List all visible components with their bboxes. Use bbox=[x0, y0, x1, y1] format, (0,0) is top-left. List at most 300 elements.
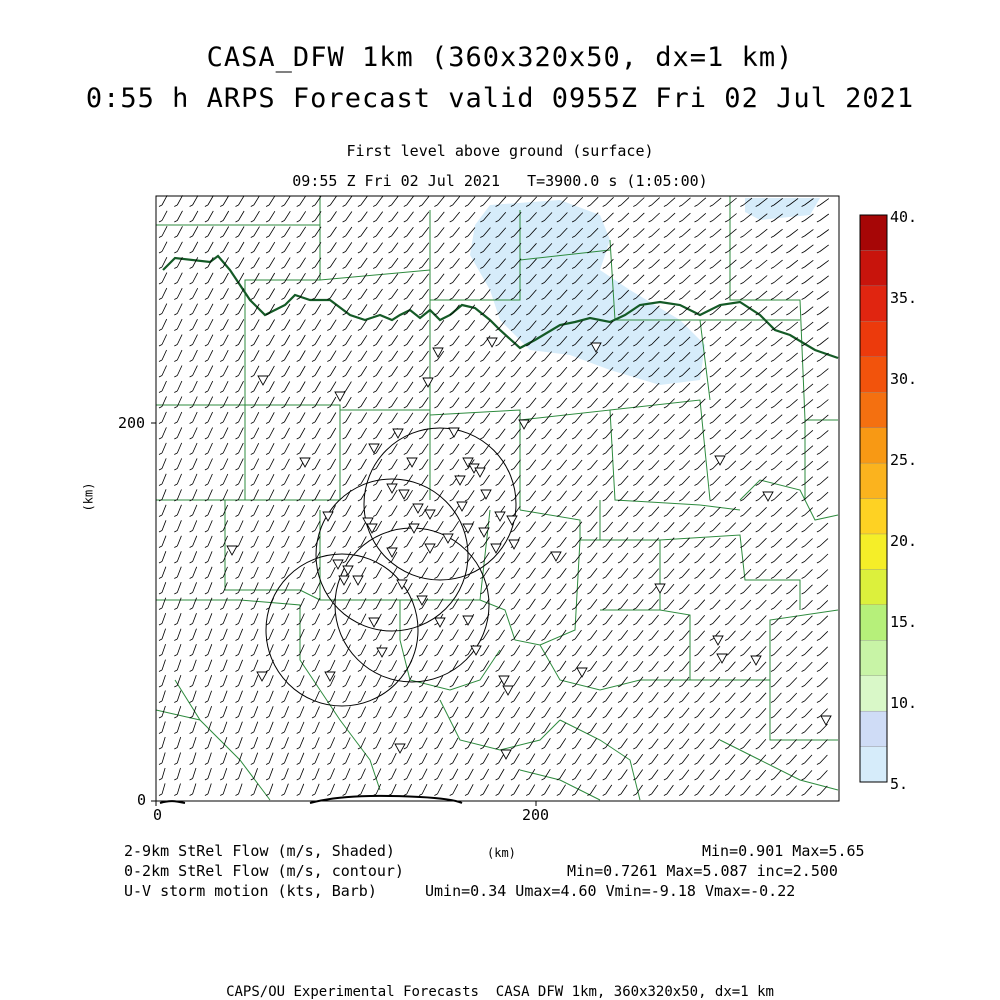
wind-barb bbox=[725, 770, 735, 780]
wind-barb bbox=[542, 429, 552, 439]
wind-barb bbox=[587, 491, 597, 501]
wind-barb bbox=[802, 523, 813, 532]
wind-barb bbox=[542, 707, 551, 718]
wind-barb bbox=[740, 739, 750, 749]
wind-barb bbox=[633, 538, 643, 548]
wind-barb bbox=[603, 398, 613, 408]
y-tick-0: 0 bbox=[137, 791, 147, 809]
wind-barb bbox=[251, 536, 259, 548]
wind-barb bbox=[220, 227, 229, 238]
wind-barb bbox=[434, 506, 443, 517]
wind-barb bbox=[679, 491, 690, 501]
wind-barb bbox=[802, 569, 813, 578]
wind-barb bbox=[649, 460, 659, 470]
wind-barb bbox=[817, 539, 828, 548]
wind-barb bbox=[281, 258, 290, 269]
wind-barb bbox=[297, 536, 305, 547]
wind-barb bbox=[251, 196, 260, 207]
wind-barb bbox=[205, 242, 213, 253]
wind-barb bbox=[297, 737, 304, 749]
wind-barb bbox=[618, 244, 629, 253]
wind-barb bbox=[404, 227, 414, 237]
wind-barb bbox=[542, 769, 551, 780]
wind-barb bbox=[327, 521, 335, 532]
wind-barb bbox=[526, 382, 536, 392]
colorbar-segment bbox=[860, 463, 887, 498]
wind-barb bbox=[756, 507, 767, 516]
wind-barb bbox=[327, 722, 335, 734]
wind-barb bbox=[633, 569, 643, 579]
wind-barb bbox=[419, 397, 428, 408]
wind-barb bbox=[802, 291, 814, 299]
wind-barb bbox=[740, 708, 750, 718]
wind-barb bbox=[450, 459, 459, 470]
station-marker-icon bbox=[413, 504, 423, 513]
wind-barb bbox=[358, 444, 367, 455]
wind-barb bbox=[174, 691, 181, 703]
wind-barb bbox=[327, 304, 336, 315]
wind-barb bbox=[358, 413, 367, 424]
wind-barb bbox=[771, 585, 782, 594]
wind-barb bbox=[373, 320, 382, 331]
wind-barb bbox=[679, 615, 689, 625]
wind-barb bbox=[740, 662, 750, 672]
wind-barb bbox=[725, 260, 736, 269]
wind-barb bbox=[572, 197, 583, 206]
wind-barb bbox=[802, 709, 813, 719]
wind-barb bbox=[404, 336, 413, 347]
wind-barb bbox=[266, 567, 274, 579]
wind-barb bbox=[542, 599, 551, 610]
wind-barb bbox=[174, 784, 180, 796]
wind-barb bbox=[756, 770, 766, 780]
wind-barb bbox=[450, 521, 459, 532]
wind-barb bbox=[297, 768, 304, 780]
wind-barb bbox=[603, 445, 613, 455]
wind-barb bbox=[542, 413, 552, 423]
wind-barb bbox=[190, 660, 197, 672]
wind-barb bbox=[389, 645, 397, 656]
wind-barb bbox=[557, 383, 567, 393]
wind-barb bbox=[526, 398, 536, 408]
wind-barb bbox=[266, 691, 273, 703]
wind-barb bbox=[327, 320, 336, 331]
wind-barb bbox=[740, 368, 751, 377]
wind-barb bbox=[756, 337, 767, 346]
wind-barb bbox=[511, 429, 521, 439]
wind-barb bbox=[710, 785, 720, 795]
station-marker-icon bbox=[425, 510, 435, 519]
wind-barb bbox=[633, 228, 644, 237]
wind-barb bbox=[190, 567, 197, 579]
station-marker-icon bbox=[503, 686, 513, 695]
wind-barb bbox=[465, 336, 475, 346]
wind-barb bbox=[358, 382, 367, 393]
wind-barb bbox=[389, 320, 398, 331]
wind-barb bbox=[786, 430, 797, 439]
wind-barb bbox=[174, 551, 181, 563]
wind-barb bbox=[327, 490, 335, 501]
wind-barb bbox=[220, 691, 227, 703]
wind-barb bbox=[465, 707, 474, 718]
wind-barb bbox=[220, 490, 228, 502]
wind-barb bbox=[174, 366, 182, 378]
colorbar-segment bbox=[860, 569, 887, 604]
wind-barb bbox=[327, 444, 336, 455]
wind-barb bbox=[633, 429, 643, 439]
wind-barb bbox=[281, 629, 289, 641]
wind-barb bbox=[220, 304, 228, 315]
wind-barb bbox=[786, 708, 797, 718]
wind-barb bbox=[618, 646, 628, 656]
wind-barb bbox=[771, 337, 782, 346]
wind-barb bbox=[664, 460, 675, 470]
wind-barb bbox=[496, 738, 505, 749]
wind-barb bbox=[312, 335, 321, 346]
wind-barb bbox=[358, 738, 366, 750]
wind-barb bbox=[266, 459, 274, 470]
wind-barb bbox=[327, 737, 334, 749]
wind-barb bbox=[695, 600, 705, 610]
wind-barb bbox=[312, 768, 319, 780]
wind-barb bbox=[236, 335, 244, 346]
wind-barb bbox=[603, 723, 612, 734]
wind-barb bbox=[251, 706, 258, 718]
wind-barb bbox=[802, 260, 814, 268]
wind-barb bbox=[327, 382, 336, 393]
wind-barb bbox=[496, 754, 505, 765]
wind-barb bbox=[771, 647, 782, 657]
station-marker-icon bbox=[258, 376, 268, 385]
wind-barb bbox=[756, 260, 768, 269]
colorbar-segment bbox=[860, 676, 887, 711]
wind-barb bbox=[159, 335, 167, 347]
wind-barb bbox=[802, 477, 813, 486]
wind-barb bbox=[236, 397, 244, 408]
wind-barb bbox=[618, 708, 628, 718]
wind-barb bbox=[281, 351, 290, 362]
wind-barb bbox=[603, 414, 613, 424]
wind-barb bbox=[297, 521, 305, 532]
wind-barb bbox=[205, 304, 213, 315]
wind-barb bbox=[343, 397, 352, 408]
wind-barb bbox=[756, 786, 766, 796]
wind-barb bbox=[633, 630, 643, 640]
wind-barb bbox=[542, 553, 552, 563]
wind-barb bbox=[572, 707, 581, 718]
wind-barb bbox=[389, 382, 398, 393]
wind-barb bbox=[236, 722, 243, 734]
wind-barb bbox=[373, 335, 382, 346]
wind-barb bbox=[465, 274, 475, 284]
wind-barb bbox=[281, 753, 288, 765]
wind-barb bbox=[174, 706, 181, 718]
wind-barb bbox=[572, 615, 582, 625]
wind-barb bbox=[664, 290, 675, 299]
wind-barb bbox=[281, 490, 289, 501]
station-marker-icon bbox=[751, 656, 761, 665]
wind-barb bbox=[266, 412, 274, 423]
wind-barb bbox=[465, 258, 475, 268]
wind-barb bbox=[542, 522, 552, 532]
wind-barb bbox=[327, 289, 336, 300]
wind-barb bbox=[220, 288, 228, 299]
station-marker-icon bbox=[395, 744, 405, 753]
wind-barb bbox=[710, 260, 721, 269]
wind-barb bbox=[587, 460, 597, 470]
wind-barb bbox=[266, 397, 274, 408]
wind-barb bbox=[587, 398, 597, 408]
wind-barb bbox=[434, 645, 443, 656]
wind-barb bbox=[251, 660, 258, 672]
wind-barb bbox=[496, 444, 506, 454]
wind-barb bbox=[679, 213, 690, 222]
wind-barb bbox=[679, 445, 690, 454]
county-line bbox=[560, 720, 640, 800]
wind-barb bbox=[817, 245, 829, 253]
wind-barb bbox=[205, 226, 213, 237]
wind-barb bbox=[236, 582, 243, 594]
wind-barb bbox=[725, 275, 736, 284]
wind-barb bbox=[664, 553, 674, 563]
wind-barb bbox=[251, 629, 258, 641]
wind-barb bbox=[281, 397, 289, 408]
wind-barb bbox=[817, 477, 828, 486]
wind-barb bbox=[389, 614, 397, 625]
wind-barb bbox=[450, 367, 460, 377]
wind-barb bbox=[649, 522, 659, 532]
wind-barb bbox=[389, 351, 398, 362]
wind-barb bbox=[358, 428, 367, 439]
wind-barb bbox=[802, 461, 813, 470]
wind-barb bbox=[174, 304, 182, 315]
wind-barb bbox=[664, 445, 675, 455]
colorbar-segment bbox=[860, 605, 887, 640]
wind-barb bbox=[679, 600, 689, 610]
wind-barb bbox=[312, 474, 320, 485]
wind-barb bbox=[679, 553, 689, 563]
wind-barb bbox=[695, 244, 706, 253]
wind-barb bbox=[771, 353, 782, 362]
wind-barb bbox=[756, 616, 767, 626]
wind-barb bbox=[297, 722, 304, 734]
station-marker-icon bbox=[499, 676, 509, 685]
wind-barb bbox=[802, 678, 813, 687]
wind-barb bbox=[297, 211, 306, 222]
wind-barb bbox=[710, 229, 721, 238]
wind-barb bbox=[266, 474, 274, 485]
wind-barb bbox=[618, 197, 629, 206]
wind-barb bbox=[358, 196, 368, 206]
wind-barb bbox=[266, 583, 274, 595]
wind-barb bbox=[159, 598, 166, 610]
wind-barb bbox=[389, 660, 397, 671]
wind-barb bbox=[740, 306, 751, 315]
wind-barb bbox=[205, 335, 213, 346]
wind-barb bbox=[740, 399, 751, 408]
wind-barb bbox=[159, 660, 166, 672]
wind-barb bbox=[389, 258, 399, 268]
wind-barb bbox=[450, 738, 458, 749]
wind-barb bbox=[649, 399, 660, 409]
wind-barb bbox=[174, 397, 182, 409]
wind-barb bbox=[817, 740, 828, 750]
wind-barb bbox=[496, 336, 506, 346]
wind-barb bbox=[679, 662, 689, 672]
wind-barb bbox=[802, 770, 812, 780]
wind-barb bbox=[786, 538, 797, 547]
wind-barb bbox=[587, 568, 597, 578]
wind-barb bbox=[802, 307, 814, 315]
wind-barb bbox=[297, 614, 305, 626]
wind-barb bbox=[664, 522, 674, 532]
wind-barb bbox=[557, 785, 566, 796]
wind-barb bbox=[465, 475, 474, 486]
wind-barb bbox=[725, 554, 736, 564]
wind-barb bbox=[526, 429, 536, 439]
wind-barb bbox=[725, 368, 736, 377]
wind-barb bbox=[633, 491, 643, 501]
wind-barb bbox=[710, 615, 720, 625]
legend-line2-right: Min=0.7261 Max=5.087 inc=2.500 bbox=[567, 862, 838, 880]
wind-barb bbox=[817, 570, 828, 579]
wind-barb bbox=[190, 458, 198, 470]
wind-barb bbox=[174, 242, 182, 253]
wind-barb bbox=[434, 568, 443, 579]
wind-barb bbox=[557, 398, 567, 408]
wind-barb bbox=[786, 693, 797, 703]
wind-barb bbox=[771, 538, 782, 547]
wind-barb bbox=[771, 693, 781, 703]
wind-barb bbox=[266, 196, 275, 207]
station-marker-icon bbox=[501, 750, 511, 759]
wind-barb bbox=[419, 722, 427, 733]
wind-barb bbox=[236, 211, 245, 222]
wind-barb bbox=[373, 428, 382, 439]
wind-barb bbox=[664, 275, 675, 284]
wind-barb bbox=[756, 693, 766, 703]
wind-barb bbox=[174, 613, 181, 625]
wind-barb bbox=[618, 383, 628, 393]
wind-barb bbox=[343, 784, 350, 796]
wind-barb bbox=[220, 706, 227, 718]
wind-barb bbox=[756, 585, 767, 594]
wind-barb bbox=[618, 522, 628, 532]
wind-barb bbox=[389, 691, 397, 702]
wind-barb bbox=[679, 291, 690, 300]
wind-barb bbox=[480, 320, 490, 330]
wind-barb bbox=[343, 212, 352, 223]
wind-barb bbox=[740, 353, 751, 362]
wind-barb bbox=[434, 305, 444, 315]
wind-barb bbox=[327, 707, 335, 719]
wind-barb bbox=[817, 430, 828, 439]
wind-barb bbox=[419, 351, 428, 362]
wind-barb bbox=[205, 397, 213, 408]
wind-barb bbox=[266, 536, 274, 547]
wind-barb bbox=[205, 753, 212, 765]
wind-barb bbox=[297, 304, 306, 315]
wind-barb bbox=[603, 553, 613, 563]
wind-barb bbox=[190, 211, 198, 222]
wind-barb bbox=[649, 615, 659, 625]
wind-barb bbox=[404, 274, 414, 284]
wind-barb bbox=[190, 613, 197, 625]
wind-barb bbox=[190, 428, 198, 440]
wind-barb bbox=[511, 785, 520, 796]
wind-barb bbox=[159, 505, 166, 517]
wind-barb bbox=[542, 568, 551, 578]
wind-barb bbox=[649, 290, 660, 299]
wind-barb bbox=[587, 506, 597, 516]
wind-barb bbox=[251, 505, 259, 516]
wind-barb bbox=[434, 320, 444, 330]
wind-barb bbox=[159, 319, 167, 330]
wind-barb bbox=[419, 521, 428, 532]
wind-barb bbox=[450, 568, 459, 579]
wind-barb bbox=[236, 490, 244, 502]
wind-barb bbox=[618, 429, 628, 439]
wind-barb bbox=[695, 213, 706, 222]
wind-barb bbox=[465, 784, 473, 795]
wind-barb bbox=[465, 769, 473, 780]
wind-barb bbox=[159, 396, 167, 408]
wind-barb bbox=[603, 708, 612, 719]
wind-barb bbox=[404, 258, 414, 268]
wind-barb bbox=[710, 600, 720, 610]
wind-barb bbox=[526, 769, 535, 780]
wind-barb bbox=[465, 692, 474, 703]
wind-barb bbox=[695, 785, 705, 795]
wind-barb bbox=[817, 647, 828, 656]
wind-barb bbox=[557, 475, 567, 485]
wind-barb bbox=[725, 600, 735, 610]
wind-barb bbox=[664, 646, 674, 656]
wind-barb bbox=[603, 383, 613, 393]
wind-barb bbox=[220, 211, 229, 222]
wind-barb bbox=[649, 677, 659, 687]
wind-barb bbox=[465, 289, 475, 299]
wind-barb bbox=[786, 647, 797, 656]
wind-barb bbox=[174, 458, 181, 470]
wind-barb bbox=[205, 381, 213, 392]
station-marker-icon bbox=[455, 476, 465, 485]
title-line-2: 0:55 h ARPS Forecast valid 0955Z Fri 02 Jul 2021 bbox=[85, 83, 915, 114]
colorbar-segment bbox=[860, 640, 887, 675]
wind-barb bbox=[281, 536, 289, 547]
wind-barb bbox=[679, 538, 689, 548]
wind-barb bbox=[496, 491, 505, 501]
wind-barb bbox=[633, 383, 644, 393]
wind-barb bbox=[434, 428, 443, 439]
wind-barb bbox=[327, 583, 335, 594]
wind-barb bbox=[587, 646, 597, 656]
wind-barb bbox=[649, 414, 660, 424]
wind-barb bbox=[358, 676, 366, 687]
wind-barb bbox=[266, 289, 275, 300]
wind-barb bbox=[526, 537, 535, 547]
wind-barb bbox=[710, 244, 721, 253]
wind-barb bbox=[159, 722, 165, 734]
wind-barb bbox=[771, 631, 782, 640]
wind-barb bbox=[679, 383, 690, 392]
wind-barb bbox=[358, 289, 367, 300]
colorbar-segment bbox=[860, 428, 887, 463]
wind-barb bbox=[511, 568, 520, 579]
wind-barb bbox=[740, 646, 750, 656]
wind-barb bbox=[480, 413, 490, 423]
wind-barb bbox=[174, 335, 182, 346]
